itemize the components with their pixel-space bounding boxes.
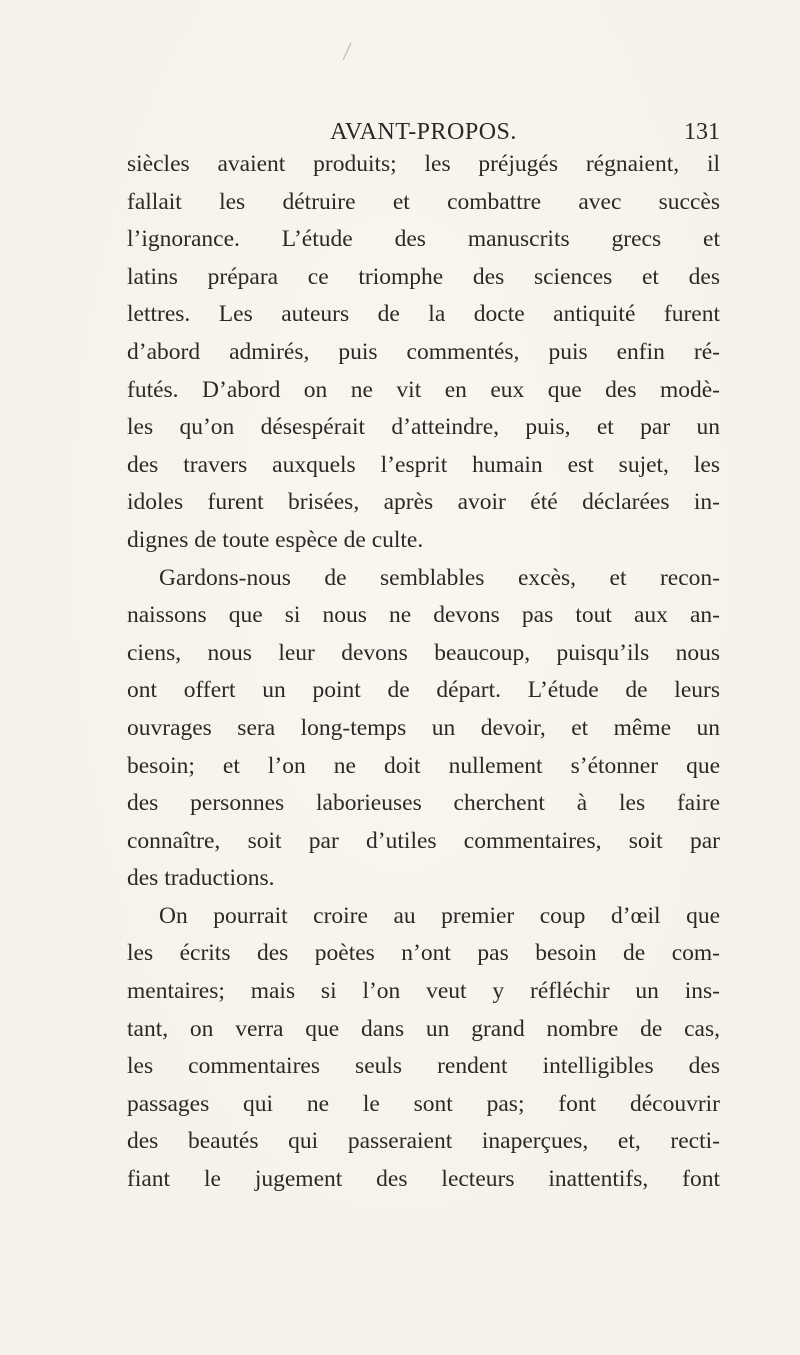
text-line: des traductions. [127, 865, 275, 892]
text-line: des beautés qui passeraient inaperçues, et, recti- [127, 1128, 720, 1155]
running-title: AVANT-PROPOS. [330, 119, 517, 145]
text-line: naissons que si nous ne devons pas tout aux an- [127, 602, 720, 629]
text-line: connaître, soit par d’utiles commentaires, soit par [127, 827, 720, 854]
text-line: tant, on verra que dans un grand nombre de cas, [127, 1015, 720, 1042]
text-line: siècles avaient produits; les préjugés régnaient, il [127, 151, 720, 177]
text-line: l’ignorance. L’étude des manuscrits grecs et [127, 226, 720, 253]
text-line: futés. D’abord on ne vit en eux que des modè- [127, 376, 720, 403]
text-line: latins prépara ce triomphe des sciences et des [127, 263, 720, 290]
page-header [127, 115, 720, 149]
text-line: idoles furent brisées, après avoir été déclarées in- [127, 489, 720, 516]
text-line: fiant le jugement des lecteurs inattentifs, font [127, 1166, 720, 1193]
text-line: des personnes laborieuses cherchent à les faire [127, 790, 720, 817]
text-line: d’abord admirés, puis commentés, puis enfin ré- [127, 338, 720, 365]
text-line: ont offert un point de départ. L’étude de leurs [127, 677, 720, 704]
text-line: dignes de toute espèce de culte. [127, 526, 424, 553]
text-line: fallait les détruire et combattre avec succès [127, 188, 720, 215]
text-line: ciens, nous leur devons beaucoup, puisqu’ils nous [127, 639, 720, 666]
text-line: mentaires; mais si l’on veut y réfléchir un ins- [127, 978, 720, 1005]
text-line: passages qui ne le sont pas; font découvrir [127, 1090, 720, 1117]
ink-mark [340, 40, 354, 62]
text-line: les commentaires seuls rendent intelligibles des [127, 1053, 720, 1080]
text-line: besoin; et l’on ne doit nullement s’étonner que [127, 752, 720, 779]
body-text [127, 146, 720, 1199]
text-line: des travers auxquels l’esprit humain est sujet, les [127, 451, 720, 478]
text-line: ouvrages sera long-temps un devoir, et même un [127, 714, 720, 741]
page-number: 131 [684, 119, 720, 145]
text-line: On pourrait croire au premier coup d’œil que [159, 902, 720, 929]
text-line: Gardons-nous de semblables excès, et recon- [159, 564, 720, 591]
text-line: les qu’on désespérait d’atteindre, puis, et par un [127, 414, 720, 441]
text-line: lettres. Les auteurs de la docte antiquité furent [127, 301, 720, 328]
text-line: les écrits des poètes n’ont pas besoin de com- [127, 940, 720, 967]
